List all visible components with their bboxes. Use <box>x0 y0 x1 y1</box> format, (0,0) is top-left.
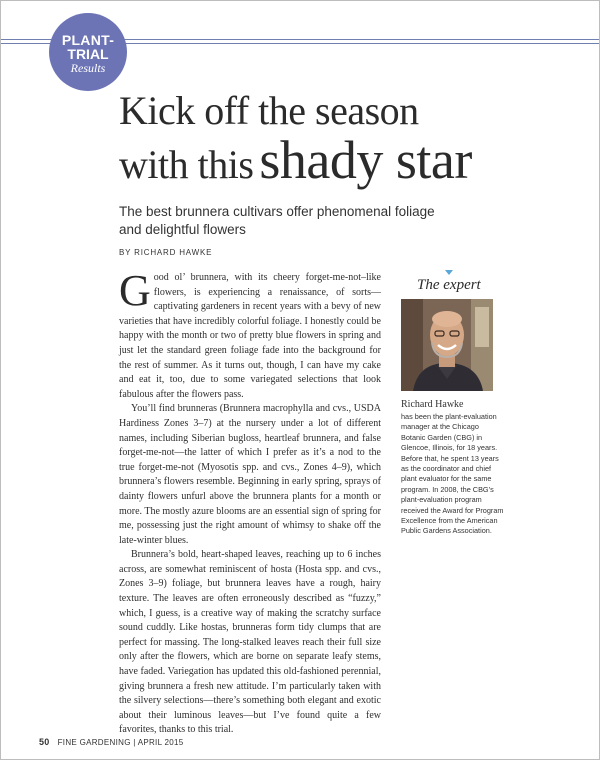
badge-line-3: Results <box>70 61 106 75</box>
expert-bio: has been the plant-evaluation manager at the Chicago Botanic Garden (CBG) in Glencoe, Illinois, for 18 years. Before that, he spent 13 years as the coordinator and chief plant evaluator for the same program. In 2008, the CBG’s plant-evaluation program received the Award for Program Excellence from the American Public Gardens Association. <box>401 412 504 536</box>
badge-line-2: TRIAL <box>67 46 109 62</box>
headline-line-1: Kick off the season <box>119 88 419 133</box>
footer-text: FINE GARDENING | APRIL 2015 <box>57 738 184 747</box>
article-body <box>119 266 381 738</box>
headline-line-2b: shady star <box>259 130 472 190</box>
pointer-triangle-icon <box>445 270 453 275</box>
headline-line-2 <box>119 130 579 190</box>
paragraph-3: Brunnera’s bold, heart-shaped leaves, reaching up to 6 inches across, are somewhat reminiscent of hosta (Hosta spp. and cvs., Zones 3–9) foliage, but brunnera leaves have a rough, hairy texture. The leaves are often erroneously described as “fuzzy,” which, I guess, is a creative way of making the scratchy surface sound cuddly. Like hostas, brunneras form tidy clumps that are perfect for massing. The long-stalked leaves reach their full size only after the flowers, which are borne on separate leafy stems, have faded. Variegation has updated this old-fashioned perennial, giving brunnera a fresh new attitude. I’m particularly taken with the silvery selections—there’s something both elegant and exotic about their luminous leaves—but I’ve found quite a few favorites, thanks to this trial. <box>119 549 381 736</box>
expert-photo <box>401 299 493 391</box>
paragraph-1-text: ood ol’ brunnera, with its cheery forget-me-not–like flowers, is experiencing a renaissance, of sorts—captivating gardeners in recent years with a bevy of new varieties that have incredibly colorful foliage. I honestly could be happy with the month or two of pretty blue flowers in spring and just let the standard green foliage fade into the background for the rest of summer. As it turns out, though, I can have my cake and eat it, too, due to some variegated selections that look fabulous after the flowers pass. <box>119 272 381 400</box>
expert-name: Richard Hawke <box>401 399 464 410</box>
drop-cap: G <box>119 266 151 315</box>
paragraph-1 <box>119 266 381 402</box>
sidebar-title: The expert <box>417 277 481 293</box>
dek-subtitle: The best brunnera cultivars offer phenomenal foliage and delightful flowers <box>119 204 435 237</box>
headline <box>119 88 579 190</box>
paragraph-2: You’ll find brunneras (Brunnera macrophylla and cvs., USDA Hardiness Zones 3–7) at the nursery under a lot of different names, including Siberian bugloss, heartleaf brunnera, and false forget-me-not—the latter of which I prefer as it’s a nod to the true forget-me-not (Myosotis spp. and cvs., Zones 4–9), which brunnera’s flowers resemble. Beginning in early spring, sprays of dainty flowers unfurl above the brunnera plants for a month or more. The mostly azure blooms are an essential sign of spring for me, possessing just the right amount of whimsy to shake off the late-winter blues. <box>119 403 381 546</box>
badge-line-1: PLANT- <box>61 32 115 48</box>
byline: BY RICHARD HAWKE <box>119 248 213 257</box>
page-number: 50 <box>39 737 50 747</box>
headline-line-2a: with this <box>119 142 254 187</box>
page-footer <box>39 737 184 747</box>
plant-trial-badge <box>49 13 127 91</box>
